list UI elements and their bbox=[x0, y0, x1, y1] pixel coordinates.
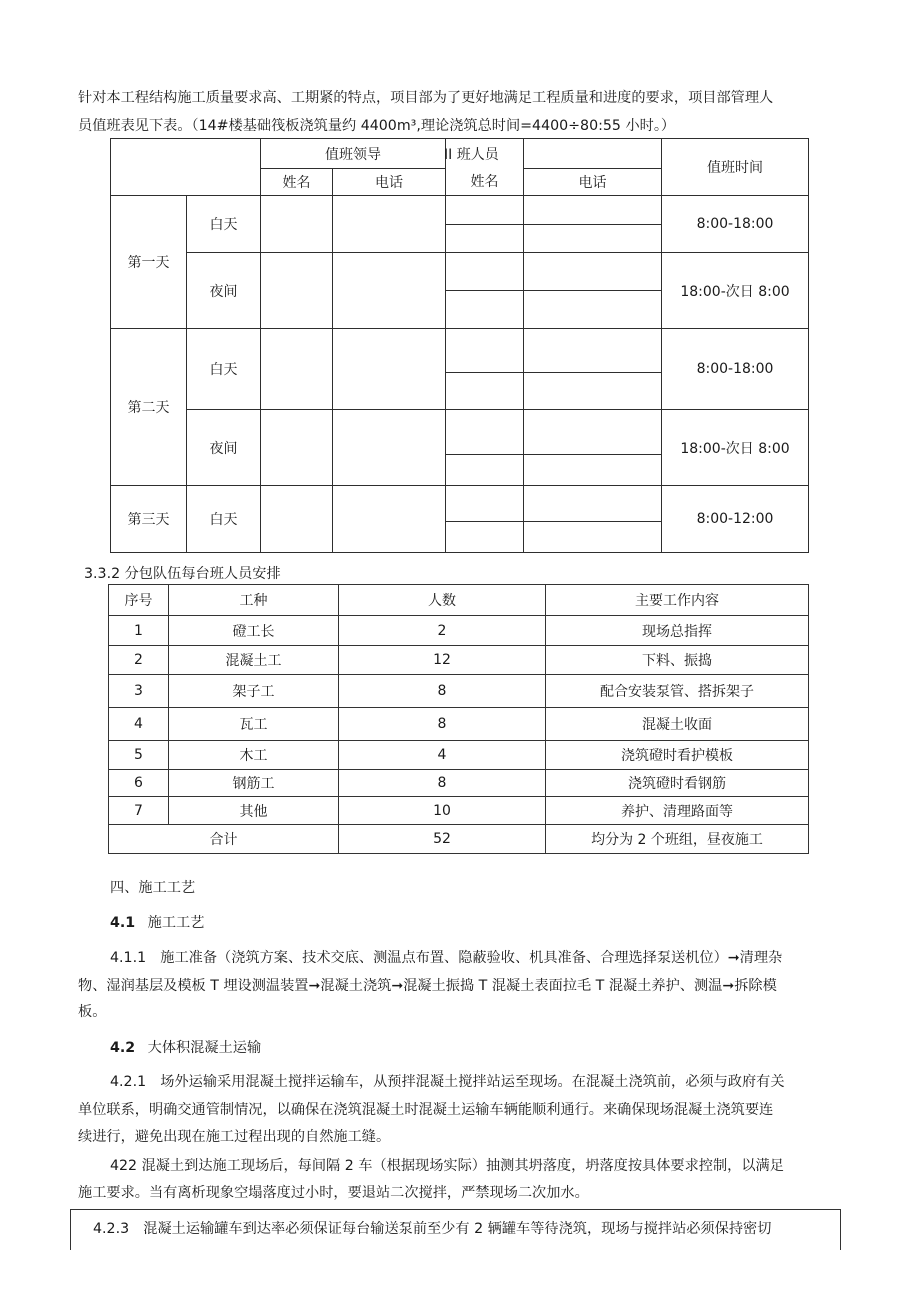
row-index: 5 bbox=[109, 741, 169, 770]
header-leader-name: 姓名 bbox=[261, 169, 333, 196]
row-trade: 钢筋工 bbox=[169, 770, 339, 797]
row-trade: 混凝土工 bbox=[169, 646, 339, 675]
row-index: 1 bbox=[109, 616, 169, 646]
leader-name-cell bbox=[261, 253, 333, 329]
row-count: 2 bbox=[339, 616, 546, 646]
staff-phone-cell bbox=[524, 196, 662, 225]
shift-period: 白天 bbox=[187, 196, 261, 253]
para-422-line-1: 422 混凝土到达施工现场后，每间隔 2 车（根据现场实际）抽测其坍落度，坍落度按具体要求控制，以满足 bbox=[110, 1158, 784, 1174]
staff-phone-cell bbox=[524, 253, 662, 291]
section-title-332: 3.3.2 分包队伍每台班人员安排 bbox=[84, 566, 281, 582]
staff-phone-cell bbox=[524, 225, 662, 253]
row-index: 7 bbox=[109, 797, 169, 825]
header-time: 值班时间 bbox=[662, 139, 809, 196]
shift-period: 白天 bbox=[187, 329, 261, 410]
staff-phone-cell bbox=[524, 486, 662, 522]
staff-name-cell bbox=[446, 373, 524, 410]
shift-time: 8:00-18:00 bbox=[662, 329, 809, 410]
row-count: 12 bbox=[339, 646, 546, 675]
table-row bbox=[109, 770, 809, 797]
para-411-line-2: 物、湿润基层及模板 T 埋设测温装置➞混凝土浇筑➞混凝土振捣 T 混凝土表面拉毛 T 混凝土养护、测温➞拆除模 bbox=[78, 978, 777, 994]
section-title: 施工工艺 bbox=[147, 915, 205, 931]
duty-roster-table bbox=[110, 138, 809, 553]
para-411-line-1: 4.1.1 施工准备（浇筑方案、技术交底、测温点布置、隐蔽验收、机具准备、合理选择泵送机位）➞清理杂 bbox=[110, 950, 783, 966]
col-header-trade: 工种 bbox=[169, 585, 339, 616]
shift-time: 8:00-12:00 bbox=[662, 486, 809, 553]
header-leader: 值班领导 bbox=[261, 139, 446, 169]
staff-phone-cell bbox=[524, 291, 662, 329]
header-staff-name: 姓名 bbox=[446, 139, 524, 196]
col-header-duty: 主要工作内容 bbox=[546, 585, 809, 616]
col-header-index: 序号 bbox=[109, 585, 169, 616]
leader-name-cell bbox=[261, 410, 333, 486]
staff-name-cell bbox=[446, 196, 524, 225]
section-number: 4.1 bbox=[110, 915, 136, 931]
staff-phone-cell bbox=[524, 522, 662, 553]
para-411-line-3: 板。 bbox=[78, 1004, 107, 1020]
row-duty: 混凝土收面 bbox=[546, 708, 809, 741]
header-leader-phone: 电话 bbox=[333, 169, 446, 196]
table-row bbox=[109, 646, 809, 675]
staff-name-cell bbox=[446, 291, 524, 329]
staff-name-cell bbox=[446, 410, 524, 455]
shift-time: 18:00-次日 8:00 bbox=[662, 410, 809, 486]
staff-phone-cell bbox=[524, 410, 662, 455]
leader-phone-cell bbox=[333, 196, 446, 253]
table-row bbox=[109, 741, 809, 770]
row-duty: 养护、清理路面等 bbox=[546, 797, 809, 825]
staff-phone-cell bbox=[524, 455, 662, 486]
staff-name-cell bbox=[446, 253, 524, 291]
para-423-line-1: 4.2.3 混凝土运输罐车到达率必须保证每台输送泵前至少有 2 辆罐车等待浇筑，现场与搅拌站必须保持密切 bbox=[93, 1221, 772, 1237]
shift-period: 夜间 bbox=[187, 410, 261, 486]
row-duty: 下料、振捣 bbox=[546, 646, 809, 675]
para-421-line-1: 4.2.1 场外运输采用混凝土搅拌运输车，从预拌混凝土搅拌站运至现场。在混凝土浇筑前，必须与政府有关 bbox=[110, 1074, 785, 1090]
row-count: 8 bbox=[339, 675, 546, 708]
row-index: 4 bbox=[109, 708, 169, 741]
row-index: 6 bbox=[109, 770, 169, 797]
para-421-line-3: 续进行，避免出现在施工过程出现的自然施工缝。 bbox=[78, 1129, 391, 1145]
table-row bbox=[109, 675, 809, 708]
total-count: 52 bbox=[339, 825, 546, 854]
row-trade: 其他 bbox=[169, 797, 339, 825]
total-label: 合计 bbox=[109, 825, 339, 854]
row-trade: 木工 bbox=[169, 741, 339, 770]
staff-phone-cell bbox=[524, 373, 662, 410]
row-trade: 瓦工 bbox=[169, 708, 339, 741]
day-label: 第二天 bbox=[111, 329, 187, 486]
leader-name-cell bbox=[261, 329, 333, 410]
day-label: 第一天 bbox=[111, 196, 187, 329]
leader-phone-cell bbox=[333, 410, 446, 486]
row-count: 4 bbox=[339, 741, 546, 770]
section-number: 4.2 bbox=[110, 1040, 136, 1056]
staff-name-cell bbox=[446, 329, 524, 373]
leader-phone-cell bbox=[333, 329, 446, 410]
header-staff-phone: 电话 bbox=[524, 169, 662, 196]
staff-phone-cell bbox=[524, 329, 662, 373]
leader-name-cell bbox=[261, 196, 333, 253]
chapter-heading: 四、施工工艺 bbox=[110, 880, 196, 896]
shift-period: 白天 bbox=[187, 486, 261, 553]
staff-name-cell bbox=[446, 522, 524, 553]
row-count: 8 bbox=[339, 708, 546, 741]
table-row bbox=[109, 616, 809, 646]
row-duty: 现场总指挥 bbox=[546, 616, 809, 646]
leader-phone-cell bbox=[333, 486, 446, 553]
para-421-line-2: 单位联系，明确交通管制情况，以确保在浇筑混凝土时混凝土运输车辆能顺利通行。来确保现场混凝土浇筑要连 bbox=[78, 1102, 774, 1118]
table-row bbox=[109, 708, 809, 741]
row-trade: 架子工 bbox=[169, 675, 339, 708]
total-note: 均分为 2 个班组，昼夜施工 bbox=[546, 825, 809, 854]
leader-phone-cell bbox=[333, 253, 446, 329]
col-header-count: 人数 bbox=[339, 585, 546, 616]
staff-name-cell bbox=[446, 455, 524, 486]
intro-line-1: 针对本工程结构施工质量要求高、工期紧的特点，项目部为了更好地满足工程质量和进度的要求，项目部管理人 bbox=[78, 90, 774, 106]
section-heading-41 bbox=[110, 912, 204, 932]
header-staff: II 班人员 bbox=[524, 139, 662, 169]
crew-table bbox=[108, 584, 809, 854]
shift-time: 8:00-18:00 bbox=[662, 196, 809, 253]
row-index: 3 bbox=[109, 675, 169, 708]
row-duty: 配合安装泵管、搭拆架子 bbox=[546, 675, 809, 708]
section-title: 大体积混凝土运输 bbox=[147, 1040, 262, 1056]
staff-name-cell bbox=[446, 225, 524, 253]
total-row bbox=[109, 825, 809, 854]
row-count: 8 bbox=[339, 770, 546, 797]
section-heading-42 bbox=[110, 1037, 261, 1057]
intro-line-2: 员值班表见下表。（14#楼基础筏板浇筑量约 4400m³,理论浇筑总时间=4400÷80:55 小时。） bbox=[78, 118, 676, 134]
corner-cell bbox=[111, 139, 261, 196]
shift-time: 18:00-次日 8:00 bbox=[662, 253, 809, 329]
row-count: 10 bbox=[339, 797, 546, 825]
row-index: 2 bbox=[109, 646, 169, 675]
row-trade: 磴工长 bbox=[169, 616, 339, 646]
shift-period: 夜间 bbox=[187, 253, 261, 329]
row-duty: 浇筑磴时看钢筋 bbox=[546, 770, 809, 797]
leader-name-cell bbox=[261, 486, 333, 553]
staff-name-cell bbox=[446, 486, 524, 522]
day-label: 第三天 bbox=[111, 486, 187, 553]
para-422-line-2: 施工要求。当有离析现象空塌落度过小时，要退站二次搅拌，严禁现场二次加水。 bbox=[78, 1185, 589, 1201]
table-row bbox=[109, 797, 809, 825]
row-duty: 浇筑磴时看护模板 bbox=[546, 741, 809, 770]
